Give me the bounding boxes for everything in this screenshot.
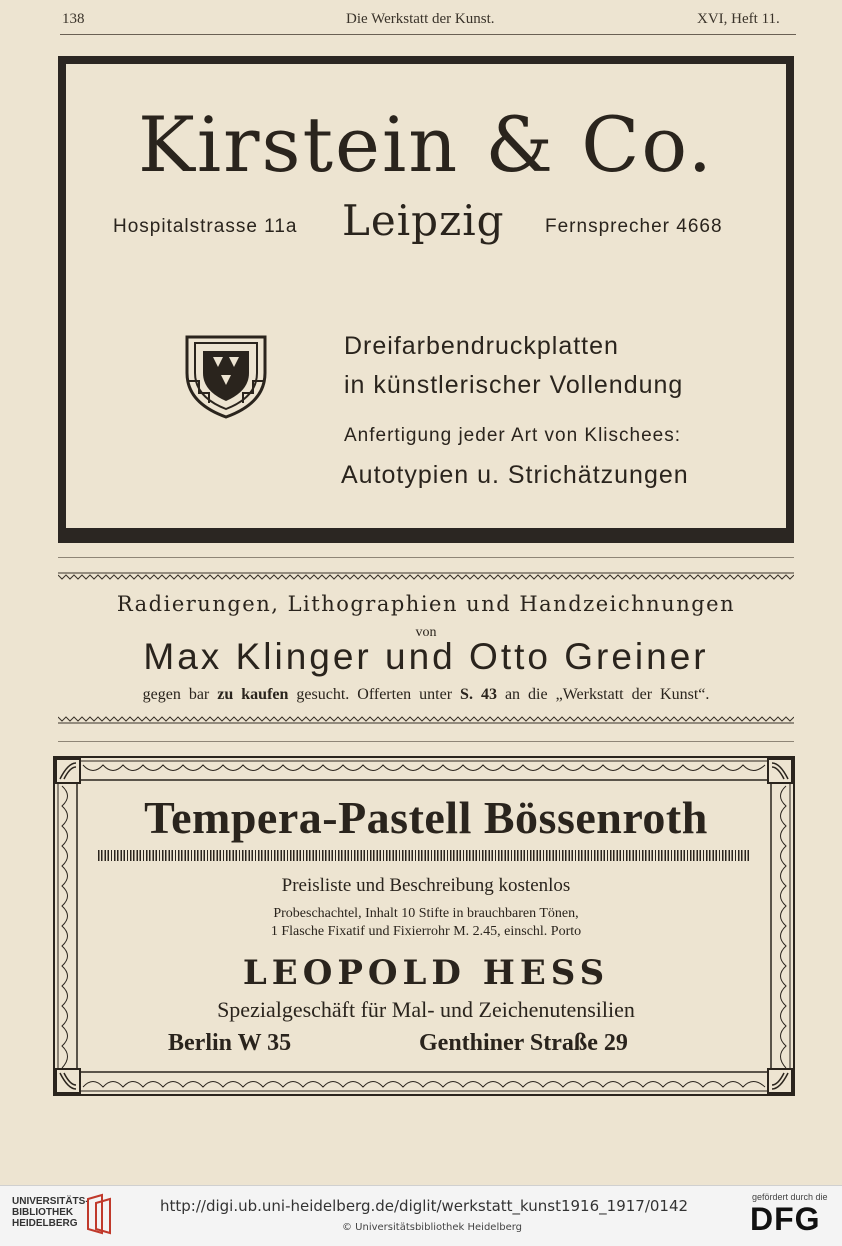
klinger-ad-artists: Max Klinger und Otto Greiner: [143, 636, 709, 677]
ornamental-rule-lower: [58, 716, 794, 724]
separator-rule-lower: [58, 741, 794, 742]
offer-text-after: an die „Werkstatt der Kunst“.: [504, 686, 710, 703]
library-name-line-1: UNIVERSITÄTS-: [12, 1196, 89, 1207]
tempera-specialty: Spezialgeschäft für Mal- und Zeichenutensilien: [217, 997, 635, 1022]
klinger-ad-von: von: [415, 625, 437, 640]
dfg-logo: DFG: [750, 1201, 821, 1237]
kirstein-line-4: Autotypien u. Strichätzungen: [341, 461, 689, 489]
kirstein-street: Hospitalstrasse 11a: [113, 216, 298, 237]
permalink-url[interactable]: http://digi.ub.uni-heidelberg.de/diglit/werkstatt_kunst1916_1917/0142: [160, 1197, 689, 1215]
header-rule: [60, 34, 796, 35]
kirstein-line-3: Anfertigung jeder Art von Klischees:: [344, 425, 682, 446]
tempera-street: Genthiner Straße 29: [419, 1030, 628, 1056]
ornamental-rule: [58, 572, 794, 580]
kirstein-line-2: in künstlerischer Vollendung: [344, 371, 684, 399]
separator-rule: [58, 557, 794, 558]
klinger-ad-heading: Radierungen, Lithographien und Handzeichnungen: [116, 592, 736, 616]
offer-text-bold-2: S. 43: [460, 686, 497, 703]
kirstein-line-1: Dreifarbendruckplatten: [344, 332, 619, 360]
shield-emblem-icon: [183, 333, 269, 419]
offer-text-bold-1: zu kaufen: [217, 686, 289, 703]
library-name: [12, 1196, 89, 1229]
tempera-product-name: Tempera-Pastell Bössenroth: [144, 792, 708, 843]
tempera-pricelist: Preisliste und Beschreibung kostenlos: [281, 875, 571, 896]
offer-text-middle: gesucht. Offerten unter: [296, 686, 453, 703]
library-footer: [0, 1185, 842, 1246]
page-number: 138: [62, 11, 85, 27]
klinger-ad-offer-text: [58, 686, 794, 704]
library-name-line-2: BIBLIOTHEK: [12, 1207, 74, 1218]
funding-note: gefördert durch die: [752, 1192, 828, 1202]
kirstein-firm-name: Kirstein & Co.: [138, 100, 714, 189]
hatched-rule: [98, 850, 750, 861]
kirstein-city: Leipzig: [342, 196, 505, 245]
library-name-line-3: HEIDELBERG: [12, 1218, 78, 1229]
library-logo-icon: [86, 1193, 114, 1235]
tempera-city: Berlin W 35: [168, 1030, 292, 1056]
tempera-sample-line-1: Probeschachtel, Inhalt 10 Stifte in brauchbaren Tönen,: [273, 906, 579, 921]
tempera-dealer-name: LEOPOLD HESS: [242, 953, 610, 993]
copyright-notice: © Universitätsbibliothek Heidelberg: [342, 1222, 523, 1233]
journal-title: Die Werkstatt der Kunst.: [346, 11, 495, 27]
tempera-sample-line-2: 1 Flasche Fixatif und Fixierrohr M. 2.45, einschl. Porto: [270, 924, 582, 939]
kirstein-phone: Fernsprecher 4668: [545, 216, 723, 237]
offer-text-before: gegen bar: [142, 686, 210, 703]
issue-label: XVI, Heft 11.: [697, 11, 780, 27]
kirstein-ad-bottom-bar: [58, 535, 794, 543]
